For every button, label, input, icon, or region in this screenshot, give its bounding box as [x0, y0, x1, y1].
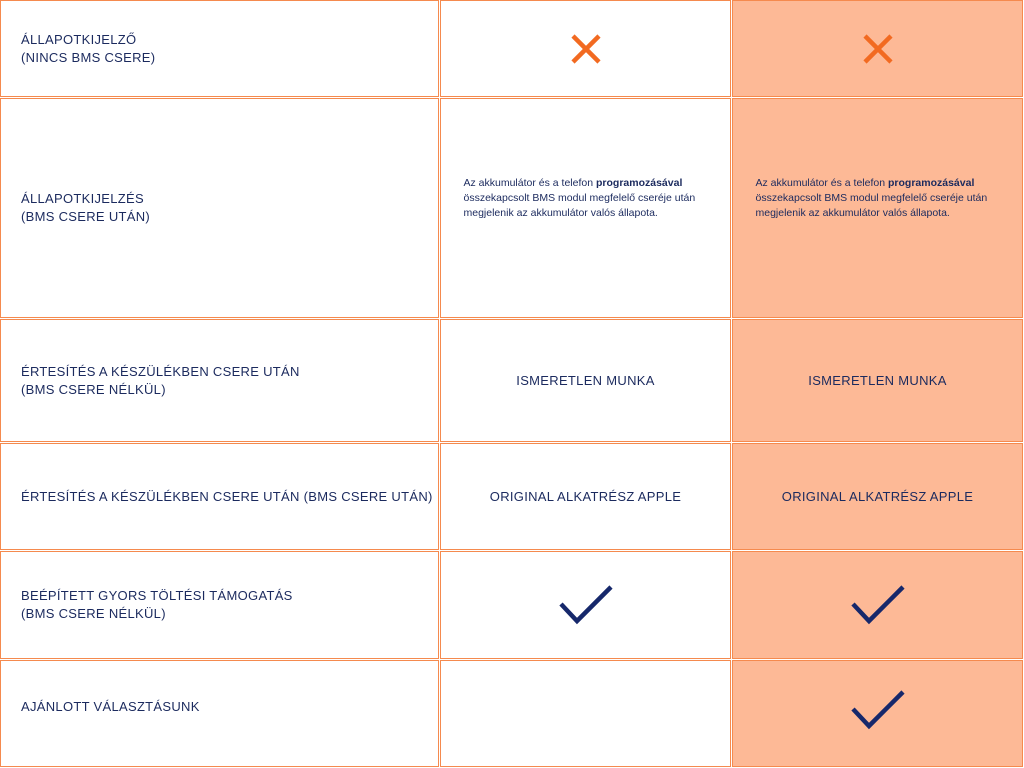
check-icon — [850, 689, 906, 731]
row-label-text: ÁLLAPOTKIJELZÉS (BMS CSERE UTÁN) — [21, 191, 151, 224]
cell-value: ORIGINAL ALKATRÉSZ APPLE — [781, 489, 974, 504]
standard-cell-status-after-bms — [440, 98, 731, 318]
cell-value: ORIGINAL ALKATRÉSZ APPLE — [489, 489, 682, 504]
cross-icon — [861, 32, 895, 66]
recommended-cell-status-no-bms — [732, 0, 1023, 97]
standard-cell-fast-charging — [440, 551, 731, 659]
recommended-cell-notification-after-bms — [732, 443, 1023, 550]
paragraph-text: Az akkumulátor és a telefon — [755, 177, 888, 189]
paragraph-text: Az akkumulátor és a telefon — [463, 177, 596, 189]
row-label-text: AJÁNLOTT VÁLASZTÁSUNK — [21, 699, 200, 714]
recommended-cell-status-after-bms — [732, 98, 1023, 318]
row-label-status-after-bms — [0, 98, 439, 318]
standard-cell-notification-after-bms — [440, 443, 731, 550]
check-icon — [850, 584, 906, 626]
standard-cell-status-no-bms — [440, 0, 731, 97]
paragraph-text: összekapcsolt BMS modul megfelelő cseréje után megjelenik az akkumulátor valós állapota. — [755, 192, 988, 219]
recommended-cell-notification-no-bms — [732, 319, 1023, 442]
row-label-status-no-bms — [0, 0, 439, 97]
standard-cell-our-recommendation — [440, 660, 731, 767]
recommended-cell-fast-charging — [732, 551, 1023, 659]
row-label-our-recommendation — [0, 660, 439, 767]
cross-icon — [569, 32, 603, 66]
description-paragraph — [756, 176, 1000, 221]
paragraph-bold-text: programozásával — [888, 177, 975, 189]
standard-cell-notification-no-bms — [440, 319, 731, 442]
row-label-text: ÉRTESÍTÉS A KÉSZÜLÉKBEN CSERE UTÁN (BMS CSERE UTÁN) — [21, 488, 433, 504]
cell-value: ISMERETLEN MUNKA — [808, 373, 947, 388]
check-icon — [558, 584, 614, 626]
paragraph-text: összekapcsolt BMS modul megfelelő cseréje után megjelenik az akkumulátor valós állapota. — [463, 192, 696, 219]
row-label-fast-charging — [0, 551, 439, 659]
row-label-text: BEÉPÍTETT GYORS TÖLTÉSI TÁMOGATÁS (BMS CSERE NÉLKÜL) — [21, 588, 293, 621]
description-paragraph — [464, 176, 708, 221]
row-label-notification-no-bms — [0, 319, 439, 442]
recommended-cell-our-recommendation — [732, 660, 1023, 767]
cell-value: ISMERETLEN MUNKA — [516, 373, 655, 388]
row-label-text: ÁLLAPOTKIJELZŐ (NINCS BMS CSERE) — [21, 31, 156, 65]
paragraph-bold-text: programozásával — [596, 177, 683, 189]
row-label-notification-after-bms — [0, 443, 439, 550]
row-label-text: ÉRTESÍTÉS A KÉSZÜLÉKBEN CSERE UTÁN (BMS CSERE NÉLKÜL) — [21, 363, 300, 397]
